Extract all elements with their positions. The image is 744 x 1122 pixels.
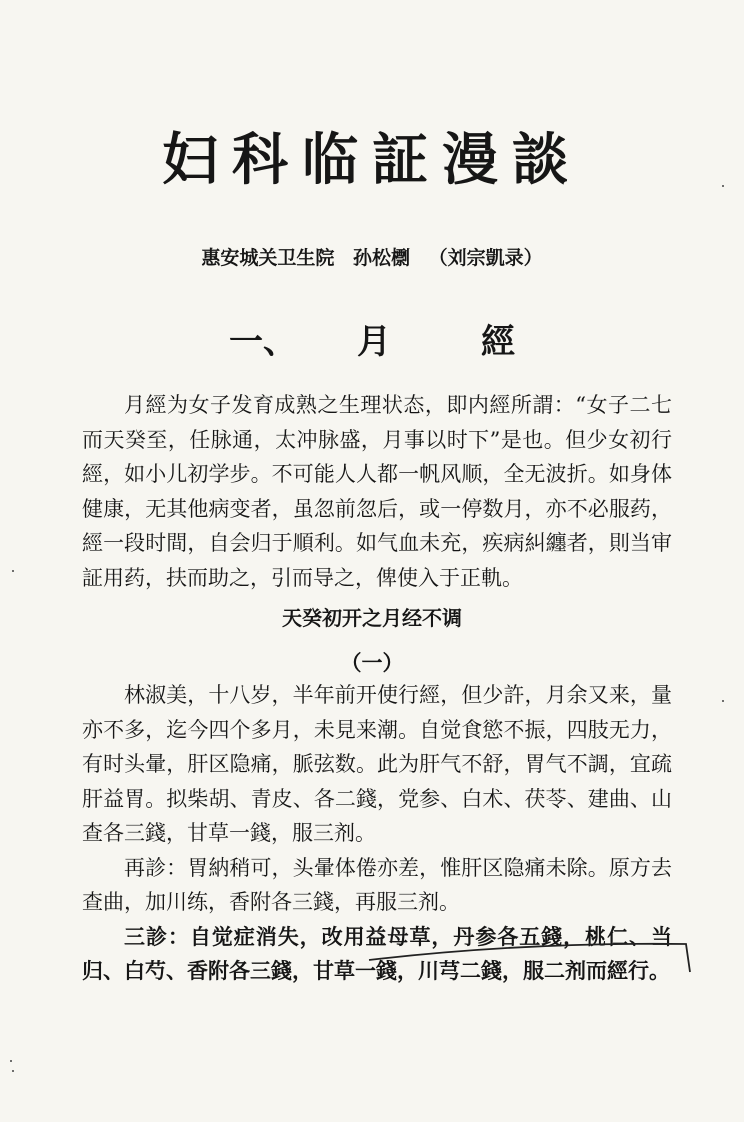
- section-title-char-1: 月: [357, 322, 391, 362]
- section-heading: [0, 318, 744, 366]
- byline: [0, 244, 744, 272]
- byline-institution: 惠安城关卫生院: [201, 247, 335, 269]
- document-title: 妇科临証漫談: [162, 127, 582, 193]
- section-title-char-2: 經: [481, 322, 515, 362]
- case-paragraph: 三診：自觉症消失，改用益母草，丹参各五錢，桃仁、当归、白芍、香附各三錢，甘草一錢，川芎二錢，服二剂而經行。: [82, 923, 672, 983]
- case-number: （一）: [340, 650, 404, 675]
- speck: [12, 570, 14, 572]
- byline-author: 孙松檦: [352, 247, 410, 269]
- speck: [10, 1060, 12, 1062]
- speck: [722, 185, 724, 187]
- byline-recorder: （刘宗凱录）: [428, 247, 543, 269]
- case-paragraph: 再診：胃納稍可，头暈体倦亦差，惟肝区隐痛未除。原方去查曲，加川练，香附各三錢，再服三剂。: [82, 855, 672, 914]
- case-paragraph: 林淑美，十八岁，半年前开使行經，但少許，月余又来，量亦不多，迄今四个多月，未見来潮。自觉食慾不振，四肢无力，有时头暈，肝区隐痛，脈弦数。此为肝气不舒，胃气不調，宜疏肝益胃。拟柴胡、青皮、各二錢，党参、白术、茯苓、建曲、山查各三錢，甘草一錢，服三剂。: [82, 683, 672, 845]
- intro-paragraph: 月經为女子发育成熟之生理状态，即内經所謂：“女子二七而天癸至，任脉通，太冲脉盛，月事以时下”是也。但少女初行經，如小儿初学步。不可能人人都一帆风顺，全无波折。如身体健康，无其他病变者，虽忽前忽后，或一停数月，亦不必服药，經一段时間，自会归于順利。如气血未充，疾病糾纏者，則当审証用药，扶而助之，引而导之，俾使入于正軌。: [82, 393, 672, 590]
- handwritten-bracket-mark: [364, 938, 694, 978]
- subheading: 天癸初开之月经不调: [282, 606, 462, 630]
- section-number: 一、: [229, 322, 297, 362]
- intro-text-block: [82, 388, 672, 595]
- speck: [722, 700, 724, 702]
- speck: [12, 1070, 14, 1072]
